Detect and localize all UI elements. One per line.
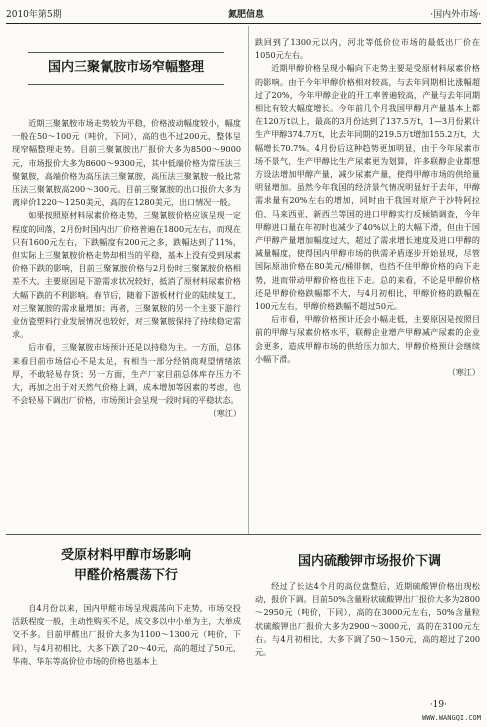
section-rule [6, 534, 481, 535]
article2-title-line-2: 甲醛价格震荡下行 [73, 568, 178, 583]
article-right-paragraph-2: 近期甲醇价格呈现小幅向下走势主要是受原材料尿素价格的影响。由于今年甲醇价格相对较高，与去年同期相比涨幅超过了20%，今年甲醇企业的开工率普遍较高，产量与去年同期相比有较大幅度增长。今年前几个月我国甲醇月产量基本上都在120万t以上，最高的3月份达到了137.5万t，1—3月份累计生产甲醇374.7万t，比去年同期的219.5万t增加155.2万t，大幅增长70.7%。4月份后这种趋势更加明显，由于今年尿素市场不景气，生产甲醇比生产尿素更为划算，许多联醇企业都想方设法增加甲醇产量，减少尿素产量，使得甲醇市场的供给量明显增加。虽然今年我国的经济景气情况明显好于去年，甲醇需求量有20%左右的增加，同时由于我国对原产于沙特阿拉伯、马来西亚、新西兰等国的进口甲醇实行反倾销调查，今年甲醇进口量在年初时也减少了40%以上的大幅下滑，但由于国产甲醇产量增加幅度过大，超过了需求增长速度及进口甲醇的减量幅度，使得国内甲醇市场的供需矛盾逐步开始显现，尽管国际原油价格在80美元/桶徘徊，也挡不住甲醇价格的向下走势，进而带动甲醇价格也往下走。总的来看，不论是甲醇价格还是甲醇价格跌幅都不大，与4月初相比，甲醇价格的跌幅在100元左右，甲醇价格跌幅不超过50元。 [255, 63, 480, 312]
article2-body [12, 602, 241, 720]
section-label: ·国内外市场· [430, 9, 481, 20]
article-right-paragraph-3: 后市看，甲醇价格预计还会小幅走低，主要原因是按照目前的甲醇与尿素价格水平，联醇企业增产甲醇减产尿素的企业会更多，造成甲醇市场的供给压力加大，甲醇价格预计会继续小幅下滑。 [255, 314, 480, 364]
article-right-body [255, 36, 480, 531]
article-right-signature: （寒江） [447, 367, 480, 378]
article1-paragraph-2: 如果按照原材料尿素价格走势，三聚氰胺价格应该呈现一定程度的回落，2月份时国内出厂价格普遍在1800元左右，而现在只有1600元左右，下跌幅度有200元之多，跌幅达到了11%，但实际上三聚氰胺价格走势却相当的平稳，基本上没有受到尿素价格下跌的影响，目前三聚氰胺价格与2月份时三聚氰胺价格相差不大。主要原因是下游需求状况较好，抵消了原材料尿素价格大幅下跌的不利影响。春节后，随着下游板材行业的陆续复工，对三聚氰胺的需求量增加；再者，三聚氰胺的另一个主要下游行业仿瓷塑料行业发展情况也较好，对三聚氰胺保持了持续稳定需求。 [12, 210, 241, 340]
title-rule-bottom [28, 84, 224, 85]
article1-title: 国内三聚氰胺市场窄幅整理 [47, 60, 204, 75]
article1-body [12, 117, 241, 533]
article-right-paragraph-1: 跌回到了1300元以内，河北等低价位市场的最低出厂价在1050元左右。 [255, 37, 480, 61]
page-number: ·19· [429, 700, 447, 710]
watermark: WWW.WANGQI.COM [421, 714, 481, 722]
header-rule [6, 23, 481, 24]
article3-paragraph-1: 经过了长达4个月的高位盘整后，近期硫酸钾价格出现松动，报价下调。目前50%含量粉状硫酸钾出厂报价大多为2800～2950元（吨价，下同），高的在3000元左右，50%含量粒状硫酸钾出厂报价大多为2900～3000元，高的在3100元左右。与4月初相比，大多下调了50～150元，高的超过了200元。 [255, 581, 480, 658]
article1-paragraph-1: 近期三聚氰胺市场走势较为平稳，价格波动幅度较小，幅度一般在50～100元（吨价，下同），高的也不过200元，整体呈现窄幅整理走势。目前三聚氰胺出厂报价大多为8500～9000元，市场报价大多为8600～9300元，其中低端价格为常压法三聚氰胺，高端价格为高压法三聚氰胺，高压法三聚氰胺一般比常压法三聚氰胺高200～300元。目前三聚氰胺的出口报价大多为离岸价1220～1250美元，高的在1280美元，出口情况一般。 [12, 118, 241, 208]
article2-paragraph-1: 自4月份以来，国内甲醛市场呈现震荡向下走势，市场交投活跃程度一般，主动性购买不足，成交多以中小单为主，大单成交不多。目前甲醛出厂报价大多为1100～1300元（吨价，下同），与4月初相比，大多下跌了20～40元，高的超过了50元，华南、华东等高价位市场的价格也基本上 [12, 603, 241, 666]
article1-signature: （寒江） [208, 408, 241, 419]
page-header [6, 4, 481, 22]
issue-label: 2010年第5期 [6, 9, 62, 20]
article2-title-line-1: 受原材料甲醇市场影响 [60, 548, 191, 563]
article2-title [16, 546, 236, 586]
article3-body [255, 580, 480, 720]
journal-name: 氮肥信息 [227, 9, 264, 20]
column-divider [248, 26, 249, 534]
article1-paragraph-3: 后市看，三聚氰胺市场预计还是以持稳为主。一方面，总体来看目前市场信心不是太足，有相当一部分经销商观望情绪浓厚，不敢轻易存货；另一方面，生产厂家目前总体库存压力不大，再加之出于对天然气价格上调，成本增加等因素的考虑，也不会轻易下调出厂价格，市场预计会呈现一段时间的平稳状态。 [12, 342, 241, 406]
title-rule-top [28, 52, 224, 53]
article3-title: 国内硫酸钾市场报价下调 [297, 554, 441, 569]
